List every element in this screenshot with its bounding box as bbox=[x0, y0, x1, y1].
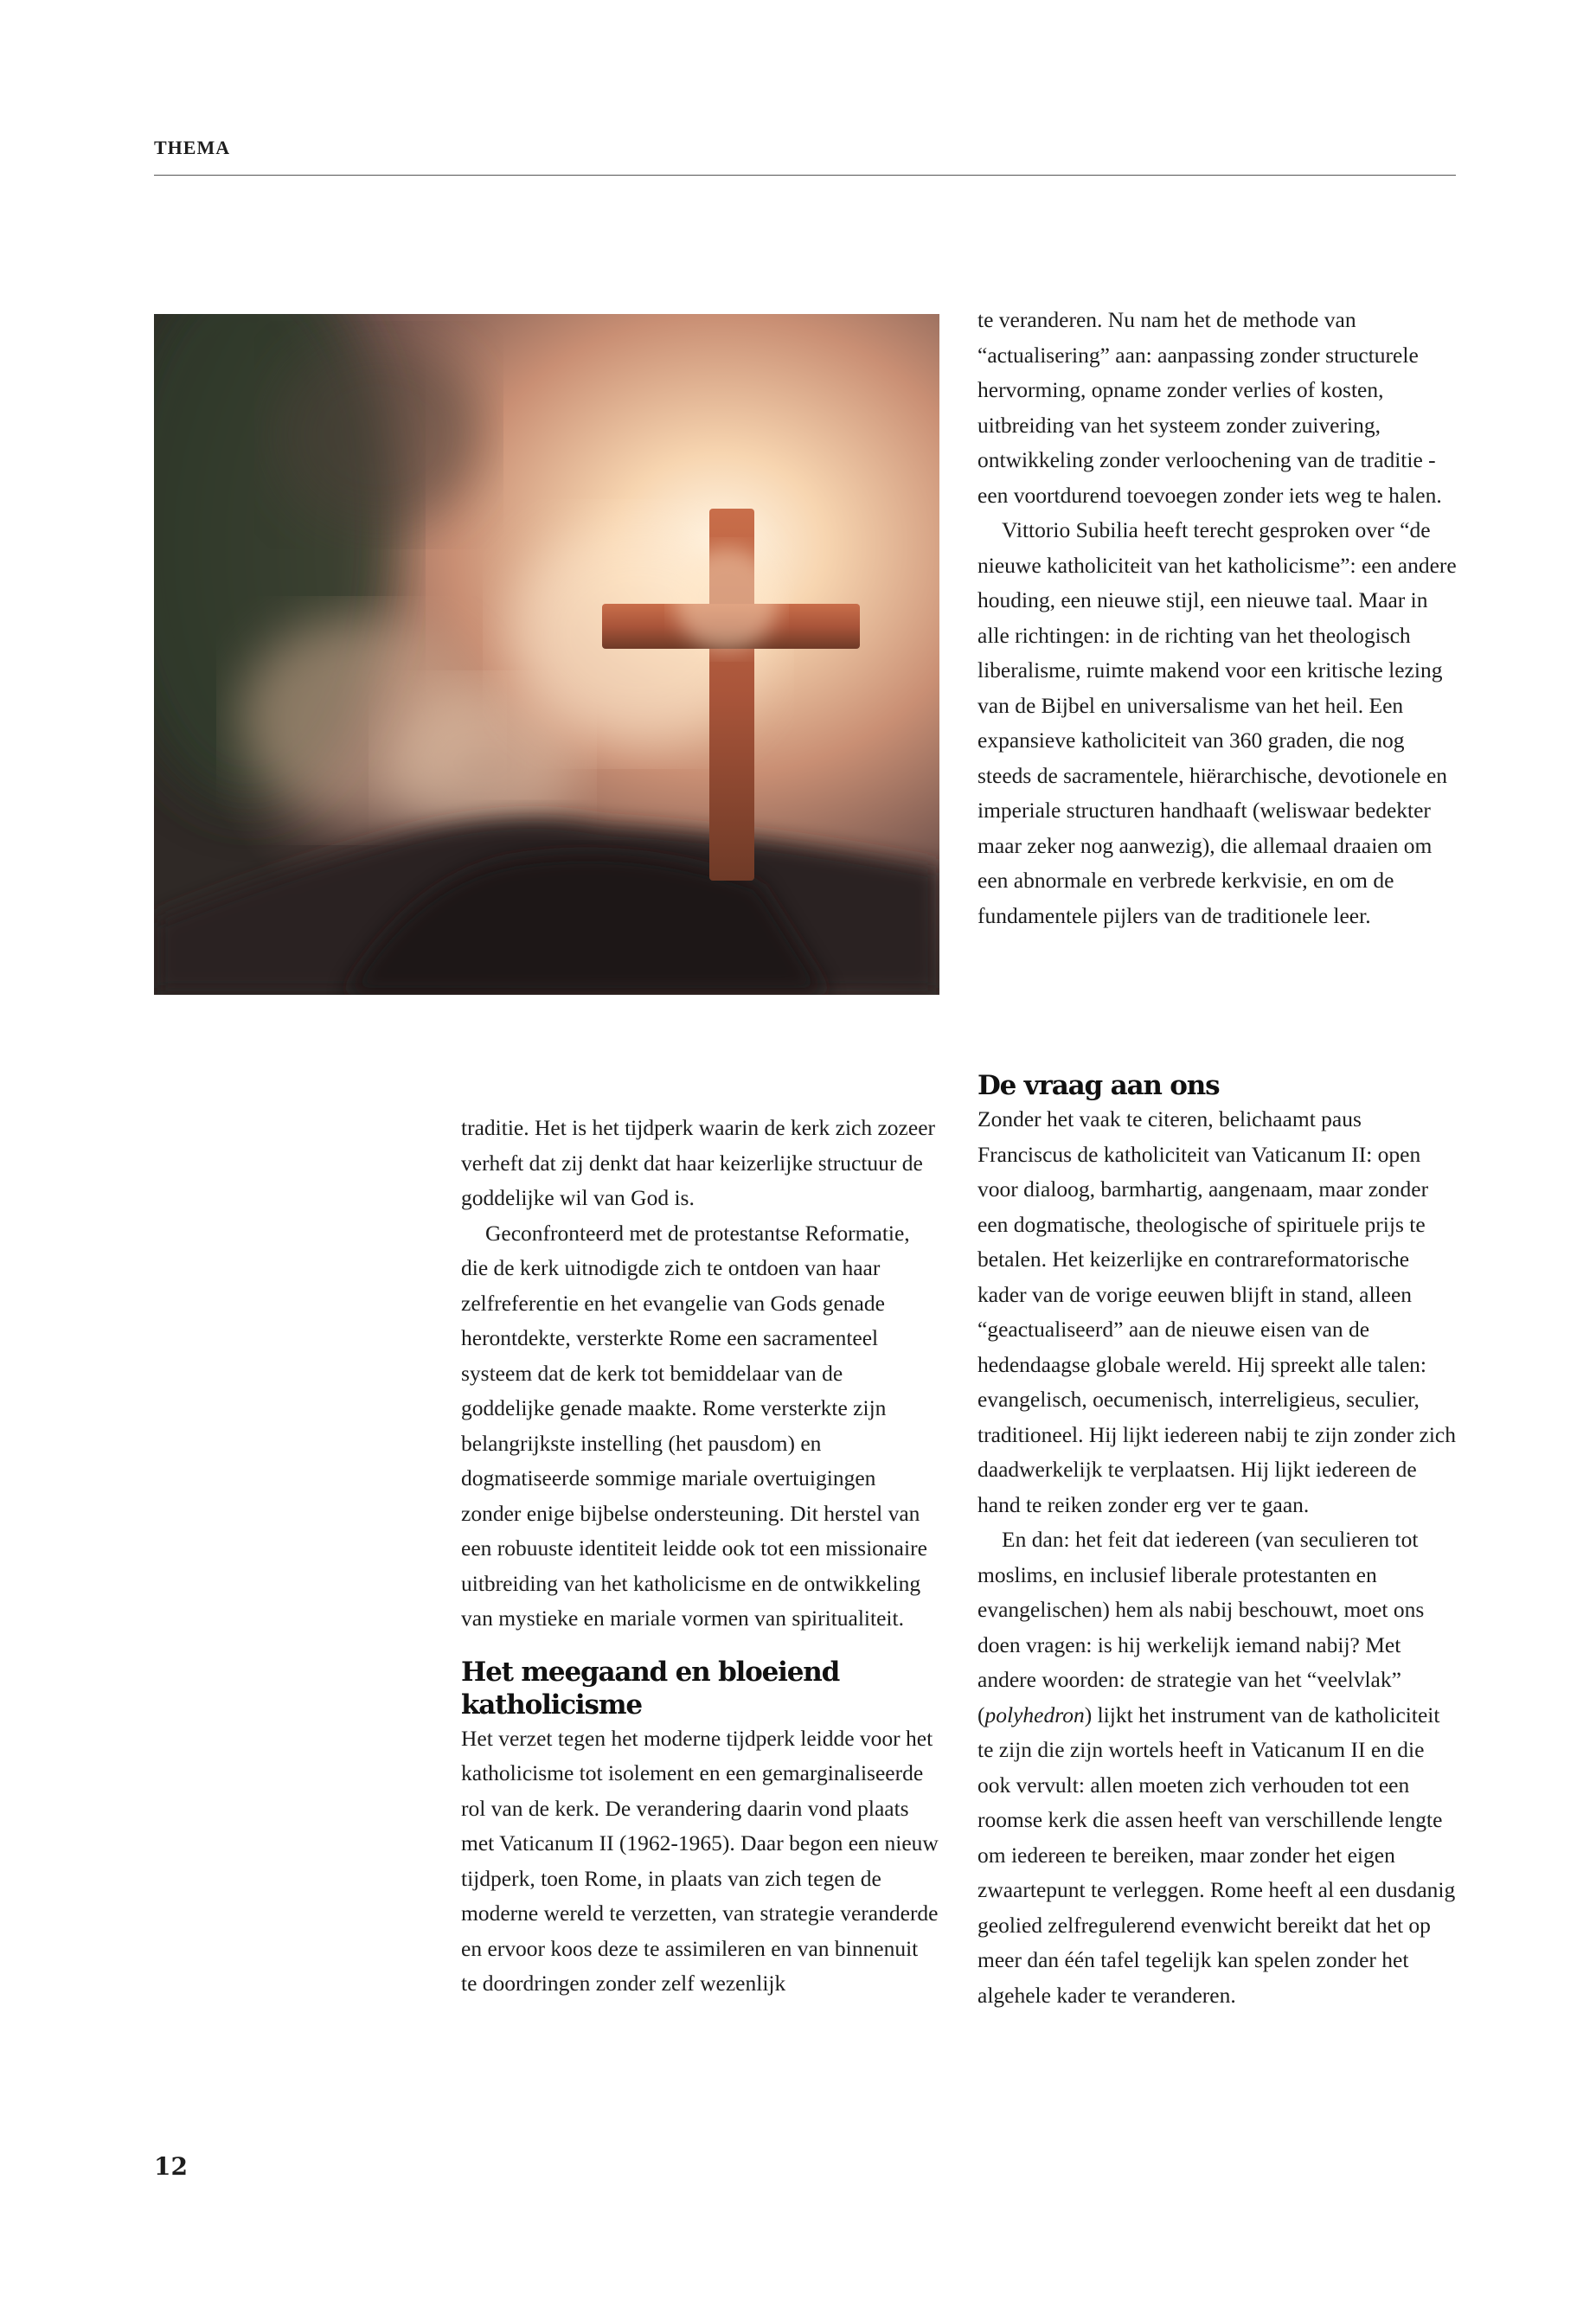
italic-term: polyhedron bbox=[984, 1702, 1085, 1727]
paragraph: Zonder het vaak te citeren, belichaamt paus Franciscus de katholiciteit van Vaticanum II: open voor dialoog, barmhartig, aangenaam, maar zonder een dogmatische, theologische of spirituele prijs te betalen. Het keizerlijke en contrareformatorische kader van de vorige eeuwen blijft in stand, alleen “geactualiseerd” aan de nieuwe eisen van de hedendaagse globale wereld. Hij spreekt alle talen: evangelisch, oecumenisch, interreligieus, seculier, traditioneel. Hij lijkt iedereen nabij te zijn zonder zich daadwerkelijk te verplaatsen. Hij lijkt iedereen de hand te reiken zonder erg ver te gaan. bbox=[977, 1106, 1456, 1517]
section-label: THEMA bbox=[154, 137, 231, 158]
text-run: En dan: het feit dat iedereen (van seculieren tot moslims, en inclusief liberale protestanten en evangelischen) hem als nabij beschouwt, moet ons doen vragen: is hij werkelijk iemand nabij? Met andere woorden: de strategie van het “veelvlak” ( bbox=[977, 1527, 1425, 1727]
section-heading: Het meegaand en bloeiend katholicisme bbox=[461, 1656, 840, 1721]
paragraph: traditie. Het is het tijdperk waarin de kerk zich zozeer verheft dat zij denkt dat haar keizerlijke structuur de goddelijke wil van God is. bbox=[461, 1115, 936, 1210]
page-number: 12 bbox=[154, 2152, 188, 2181]
right-text-column-top bbox=[977, 303, 1458, 933]
cross-photo-image bbox=[154, 314, 939, 995]
paragraph bbox=[977, 1522, 1458, 2013]
paragraph: te veranderen. Nu nam het de methode van “actualisering” aan: aanpassing zonder structurele hervorming, opname zonder verlies of kosten, uitbreiding van het systeem zonder zuivering, ontwikkeling zonder verloochening van de traditie - een voortdurend toevoegen zonder iets weg te halen. bbox=[977, 307, 1442, 508]
section-heading: De vraag aan ons bbox=[977, 1070, 1220, 1101]
paragraph: Het verzet tegen het moderne tijdperk leidde voor het katholicisme tot isolement en een gemarginaliseerde rol van de kerk. De verandering daarin vond plaats met Vaticanum II (1962-1965). Daar begon een nieuw tijdperk, toen Rome, in plaats van zich tegen de moderne wereld te verzetten, van strategie veranderde en ervoor koos deze te assimileren en van binnenuit te doordringen zonder zelf wezenlijk bbox=[461, 1725, 939, 1996]
left-text-column bbox=[461, 1111, 939, 2002]
cross-photo bbox=[154, 314, 939, 995]
paragraph: Geconfronteerd met de protestantse Reformatie, die de kerk uitnodigde zich te ontdoen van haar zelfreferentie en het evangelie van Gods genade herontdekte, versterkte Rome een sacramenteel systeem dat de kerk tot bemiddelaar van de goddelijke genade maakte. Rome versterkte zijn belangrijkste instelling (het pausdom) en dogmatiseerde sommige mariale overtuigingen zonder enige bijbelse ondersteuning. Dit herstel van een robuuste identiteit leidde ook tot een missionaire uitbreiding van het katholicisme en de ontwikkeling van mystieke en mariale vormen van spiritualiteit. bbox=[461, 1220, 927, 1631]
right-text-column-bottom bbox=[977, 1069, 1458, 2013]
paragraph: Vittorio Subilia heeft terecht gesproken over “de nieuwe katholiciteit van het katholicisme”: een andere houding, een nieuwe stijl, een nieuwe taal. Maar in alle richtingen: in de richting van het theologisch liberalisme, ruimte makend voor een kritische lezing van de Bijbel en universalisme van het heil. Een expansieve katholiciteit van 360 graden, die nog steeds de sacramentele, hiërarchische, devotionele en imperiale structuren handhaaft (weliswaar bedekter maar zeker nog aanwezig), die allemaal draaien om een abnormale en verbrede kerkvisie, en om de fundamentele pijlers van de traditionele leer. bbox=[977, 517, 1457, 928]
text-run: ) lijkt het instrument van de katholiciteit te zijn die zijn wortels heeft in Vaticanum II en die ook vervult: allen moeten zich verhouden tot een roomse kerk die assen heeft van verschillende lengte om iedereen te bereiken, maar zonder het eigen zwaartepunt te verleggen. Rome heeft al een dusdanig geolied zelfregulerend evenwicht bereikt dat het op meer dan één tafel tegelijk kan spelen zonder het algehele kader te veranderen. bbox=[977, 1702, 1456, 2008]
header-rule bbox=[154, 175, 1456, 176]
